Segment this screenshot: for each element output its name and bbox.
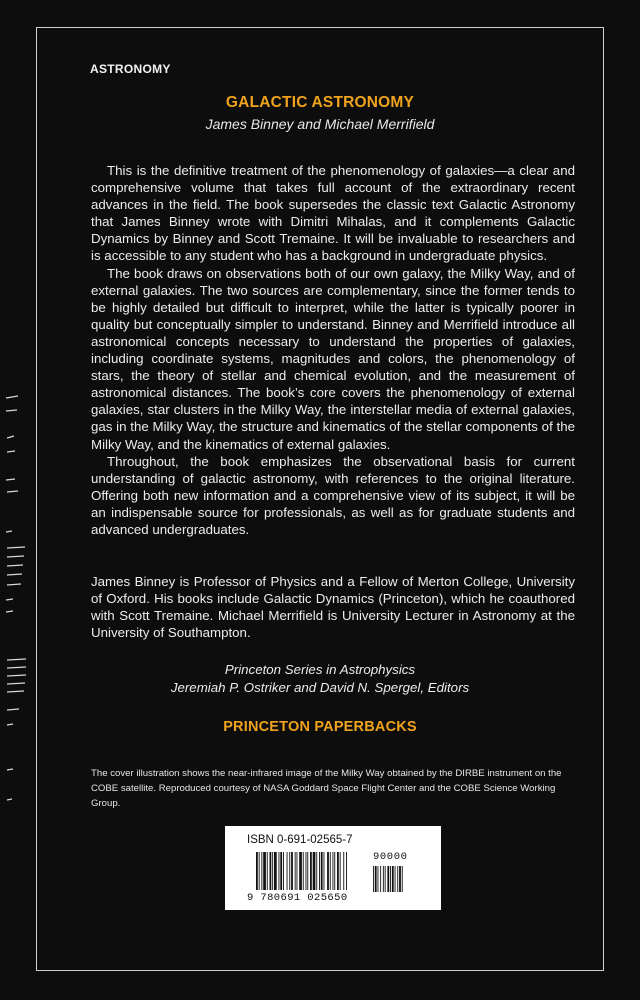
addon-bar <box>373 866 374 892</box>
barcode-bar <box>333 852 334 890</box>
addon-bar <box>397 866 398 892</box>
addon-bar <box>402 866 403 892</box>
barcode-bar <box>330 852 331 890</box>
barcode-bar <box>256 852 258 890</box>
barcode-bar <box>259 852 260 890</box>
barcode-bar <box>267 852 268 890</box>
addon-bar <box>385 866 386 892</box>
barcode-bar <box>272 852 273 890</box>
ean-number: 9 780691 025650 <box>247 892 348 904</box>
barcode-bar <box>295 852 296 890</box>
barcode-bar <box>280 852 282 890</box>
barcode-bar <box>261 852 262 890</box>
barcode-bar <box>327 852 329 890</box>
barcode-bar <box>313 852 316 890</box>
barcode-bar <box>343 852 344 890</box>
addon-bar <box>387 866 389 892</box>
barcode-bar <box>303 852 304 890</box>
barcode-bar <box>289 852 290 890</box>
barcode-bar <box>270 852 272 890</box>
barcode-bar <box>299 852 302 890</box>
barcode-bar <box>297 852 298 890</box>
barcode-bar <box>283 852 284 890</box>
barcode-bar <box>306 852 307 890</box>
book-title: GALACTIC ASTRONOMY <box>225 94 415 111</box>
imprint-label: PRINCETON PAPERBACKS <box>223 719 417 735</box>
barcode-bar <box>334 852 335 890</box>
barcode-panel <box>225 826 441 910</box>
addon-bar <box>380 866 381 892</box>
addon-bar <box>378 866 379 892</box>
addon-bar <box>395 866 396 892</box>
barcode-bar <box>321 852 323 890</box>
barcode-bar <box>316 852 317 890</box>
addon-bar <box>390 866 391 892</box>
description <box>91 162 575 538</box>
barcode-bar <box>346 852 347 890</box>
spine-edge-marks <box>0 0 30 1000</box>
addon-bar <box>383 866 384 892</box>
addon-bar <box>392 866 394 892</box>
series-editors: Jeremiah P. Ostriker and David N. Spergel, Editors <box>170 679 470 695</box>
cover-credit: The cover illustration shows the near-infrared image of the Milky Way obtained by the DIRBE instrument on the COBE satellite. Reproduced courtesy of NASA Goddard Space Flight Center and the COBE Science Working Group. <box>91 768 562 809</box>
barcode-bar <box>319 852 320 890</box>
barcode-bar <box>274 852 277 890</box>
category-label: ASTRONOMY <box>90 62 171 76</box>
barcode-bar <box>340 852 341 890</box>
barcode-bar <box>263 852 266 890</box>
series-name: Princeton Series in Astrophysics <box>224 662 416 677</box>
series-info <box>0 661 640 696</box>
author-bio: James Binney is Professor of Physics and a Fellow of Merton College, University of Oxford. His books include Galactic Dynamics (Princeton), which he coauthored with Scott Tremaine. Michael Merrifield is University Lecturer in Astronomy at the University of Southampton. <box>91 574 575 641</box>
barcode-bar <box>310 852 312 890</box>
barcode-bar <box>291 852 293 890</box>
isbn-text: ISBN 0-691-02565-7 <box>247 834 353 846</box>
barcode-bar <box>337 852 339 890</box>
description-paragraph: Throughout, the book emphasizes the observational basis for current understanding of galactic astronomy, with references to the original literature. Offering both new information and a comprehensive view of its subject, it will be an indispensable source for professionals, as well as for graduate students and advanced undergraduates. <box>91 453 575 537</box>
barcode-bar <box>287 852 288 890</box>
addon-bar <box>399 866 401 892</box>
price-code: 90000 <box>373 851 408 863</box>
book-authors: James Binney and Michael Merrifield <box>205 116 435 132</box>
description-paragraph: The book draws on observations both of our own galaxy, the Milky Way, and of external galaxies. The two sources are complementary, since the former tends to be highly detailed but difficult to interpret, while the latter is typically poorer in quality but conceptually simpler to understand. Binney and Merrifield introduce all astronomical concepts necessary to understand the properties of galaxies, including coordinate systems, magnitudes and colors, the phenomenology of stars, the theory of stellar and chemical evolution, and the measurement of astronomical distances. The book’s core covers the phenomenology of external galaxies, star clusters in the Milky Way, the interstellar media of external galaxies, gas in the Milky Way, the structure and kinematics of the stellar components of the Milky Way, and the kinematics of external galaxies. <box>91 265 575 452</box>
description-paragraph: This is the definitive treatment of the phenomenology of galaxies—a clear and comprehensive volume that takes full account of the extraordinary recent advances in the field. The book supersedes the classic text Galactic Astronomy that James Binney wrote with Dimitri Mihalas, and it complements Galactic Dynamics by Binney and Scott Tremaine. It will be invaluable to researchers and is accessible to any student who has a background in undergraduate physics. <box>91 163 575 264</box>
barcode-bar <box>324 852 325 890</box>
addon-bar <box>375 866 377 892</box>
barcode-bar <box>279 852 280 890</box>
barcode-bar <box>307 852 308 890</box>
